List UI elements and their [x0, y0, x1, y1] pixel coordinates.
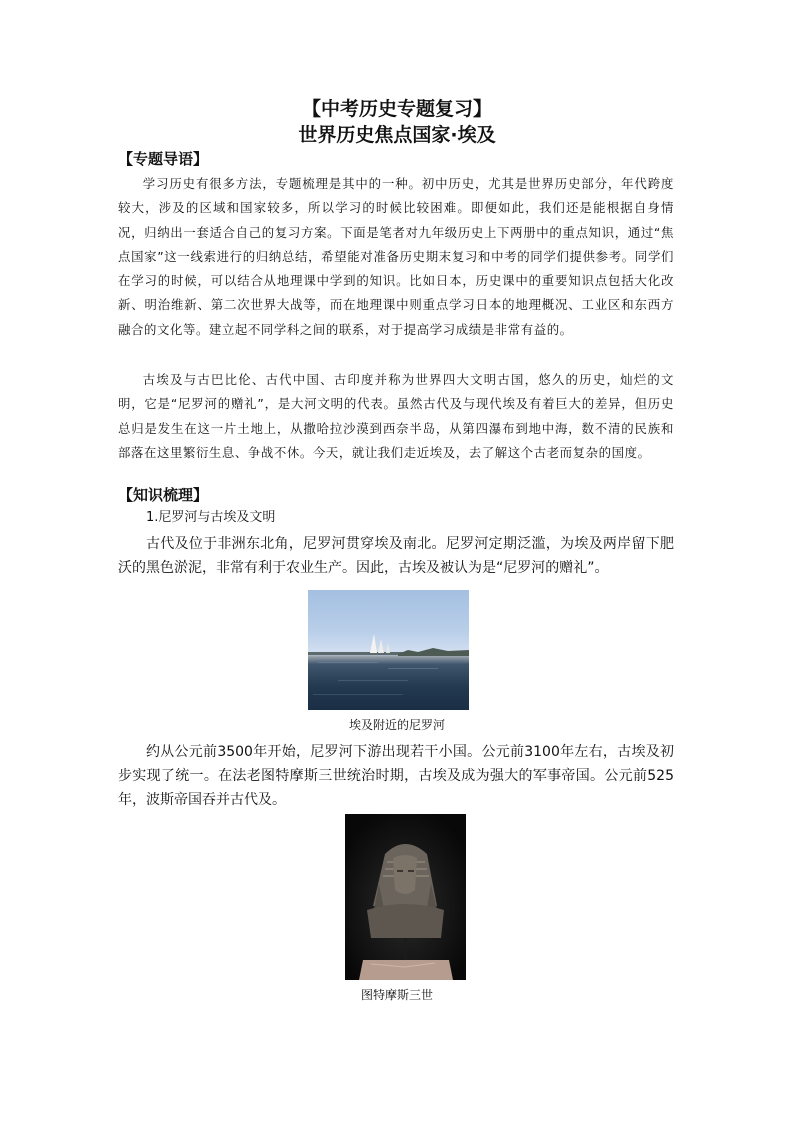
knowledge-heading: 【知识梳理】 [118, 486, 209, 504]
intro-heading: 【专题导语】 [118, 150, 209, 168]
document-title: 【中考历史专题复习】 [301, 98, 492, 120]
nile-photo-illustration [308, 590, 469, 710]
intro-paragraph-2: 古埃及与古巴比伦、古代中国、古印度并称为世界四大文明古国，悠久的历史，灿烂的文明，它是“尼罗河的赠礼”，是大河文明的代表。虽然古代及与现代埃及有着巨大的差异，但历史总归是发生在这一片土地上，从撒哈拉沙漠到西奈半岛，从第四瀑布到地中海，数不清的民族和部落在这里繁衍生息、争战不休。今天，就让我们走近埃及，去了解这个古老而复杂的国度。 [118, 372, 674, 460]
nile-photo-caption: 埃及附近的尼罗河 [348, 718, 445, 732]
document-subtitle: 世界历史焦点国家·埃及 [298, 124, 496, 146]
bust-photo-caption: 图特摩斯三世 [360, 988, 433, 1002]
thutmose-iii-bust-photo [345, 814, 466, 980]
bust-photo-illustration [345, 814, 466, 980]
knowledge-paragraph-1: 古代及位于非洲东北角，尼罗河贯穿埃及南北。尼罗河定期泛滥，为埃及两岸留下肥沃的黑色淤泥，非常有利于农业生产。因此，古埃及被认为是“尼罗河的赠礼”。 [118, 536, 674, 576]
intro-paragraph-1: 学习历史有很多方法，专题梳理是其中的一种。初中历史，尤其是世界历史部分，年代跨度较大，涉及的区域和国家较多，所以学习的时候比较困难。即便如此，我们还是能根据自身情况，归纳出一套适合自己的复习方案。下面是笔者对九年级历史上下两册中的重点知识，通过“焦点国家”这一线索进行的归纳总结，希望能对准备历史期末复习和中考的同学们提供参考。同学们在学习的时候，可以结合从地理课中学到的知识。比如日本，历史课中的重要知识点包括大化改新、明治维新、第二次世界大战等，而在地理课中则重点学习日本的地理概况、工业区和东西方融合的文化等。建立起不同学科之间的联系，对于提高学习成绩是非常有益的。 [118, 176, 674, 337]
knowledge-subheading: 1.尼罗河与古埃及文明 [146, 510, 276, 525]
nile-river-photo [308, 590, 469, 710]
knowledge-paragraph-2: 约从公元前3500年开始，尼罗河下游出现若干小国。公元前3100年左右，古埃及初步实现了统一。在法老图特摩斯三世统治时期，古埃及成为强大的军事帝国。公元前525年，波斯帝国吞并古代及。 [118, 744, 674, 808]
